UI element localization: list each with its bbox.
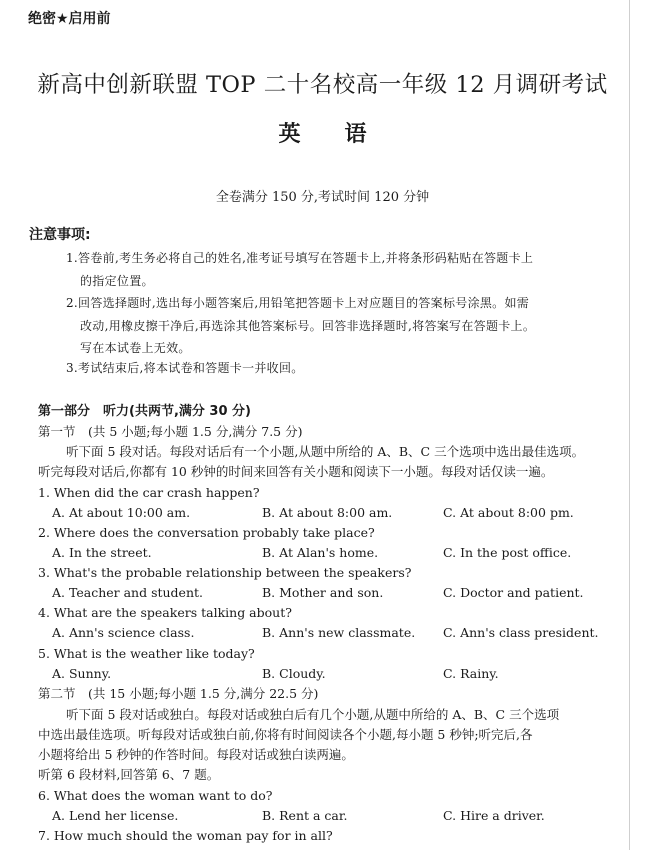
question-stem: 6. What does the woman want to do?: [38, 788, 273, 803]
notice-line: 写在本试卷上无效。: [80, 341, 191, 355]
notice-line: 改动,用橡皮擦干净后,再选涂其他答案标号。回答非选择题时,将答案写在答题卡上。: [80, 319, 536, 333]
option-c: C. Doctor and patient.: [443, 585, 584, 600]
score-info: 全卷满分 150 分,考试时间 120 分钟: [215, 190, 430, 205]
question-stem: 5. What is the weather like today?: [38, 646, 255, 661]
confidential-label: 绝密★启用前: [28, 11, 111, 27]
option-c: C. Hire a driver.: [443, 808, 545, 823]
option-a: A. Sunny.: [52, 666, 112, 681]
section1-instruction: 听完每段对话后,你都有 10 秒钟的时间来回答有关小题和阅读下一小题。每段对话仅读一遍。: [38, 464, 554, 479]
question-stem: 7. How much should the woman pay for in all?: [38, 828, 333, 843]
question-stem: 4. What are the speakers talking about?: [38, 605, 292, 620]
section2-instruction: 听下面 5 段对话或独白。每段对话或独白后有几个小题,从题中所给的 A、B、C 三个选项: [66, 707, 560, 722]
notice-line: 2.回答选择题时,选出每小题答案后,用铅笔把答题卡上对应题目的答案标号涂黑。如需: [66, 296, 530, 310]
option-b: B. At about 8:00 am.: [262, 505, 393, 520]
notice-line: 1.答卷前,考生务必将自己的姓名,准考证号填写在答题卡上,并将条形码粘贴在答题卡上: [66, 251, 534, 265]
option-b: B. Mother and son.: [262, 585, 384, 600]
part1-title: 第一部分 听力(共两节,满分 30 分): [38, 404, 251, 419]
notice-line: 3.考试结束后,将本试卷和答题卡一并收回。: [66, 361, 304, 375]
option-b: B. Rent a car.: [262, 808, 348, 823]
option-a: A. Lend her license.: [52, 808, 179, 823]
option-c: C. Rainy.: [443, 666, 499, 681]
material-note: 听第 6 段材料,回答第 6、7 题。: [38, 767, 220, 782]
section2-title: 第二节 (共 15 小题;每小题 1.5 分,满分 22.5 分): [38, 686, 319, 701]
option-c: C. In the post office.: [443, 545, 572, 560]
exam-title: 新高中创新联盟 TOP 二十名校高一年级 12 月调研考试: [37, 72, 608, 98]
section2-instruction: 小题将给出 5 秒钟的作答时间。每段对话或独白读两遍。: [38, 747, 354, 762]
question-stem: 3. What's the probable relationship between the speakers?: [38, 565, 412, 580]
section1-instruction: 听下面 5 段对话。每段对话后有一个小题,从题中所给的 A、B、C 三个选项中选出最佳选项。: [66, 444, 585, 459]
option-b: B. At Alan's home.: [262, 545, 379, 560]
notice-title: 注意事项:: [29, 227, 91, 243]
section2-instruction: 中选出最佳选项。听每段对话或独白前,你将有时间阅读各个小题,每小题 5 秒钟;听完后,各: [38, 727, 533, 742]
option-a: A. In the street.: [52, 545, 152, 560]
option-a: A. Teacher and student.: [52, 585, 204, 600]
option-c: C. At about 8:00 pm.: [443, 505, 574, 520]
option-b: B. Cloudy.: [262, 666, 326, 681]
option-a: A. Ann's science class.: [52, 625, 195, 640]
subject-title: 英语: [278, 122, 411, 147]
question-stem: 2. Where does the conversation probably take place?: [38, 525, 375, 540]
option-c: C. Ann's class president.: [443, 625, 599, 640]
option-b: B. Ann's new classmate.: [262, 625, 416, 640]
notice-line: 的指定位置。: [80, 274, 154, 288]
option-a: A. At about 10:00 am.: [52, 505, 191, 520]
question-stem: 1. When did the car crash happen?: [38, 485, 260, 500]
section1-title: 第一节 (共 5 小题;每小题 1.5 分,满分 7.5 分): [38, 424, 303, 439]
